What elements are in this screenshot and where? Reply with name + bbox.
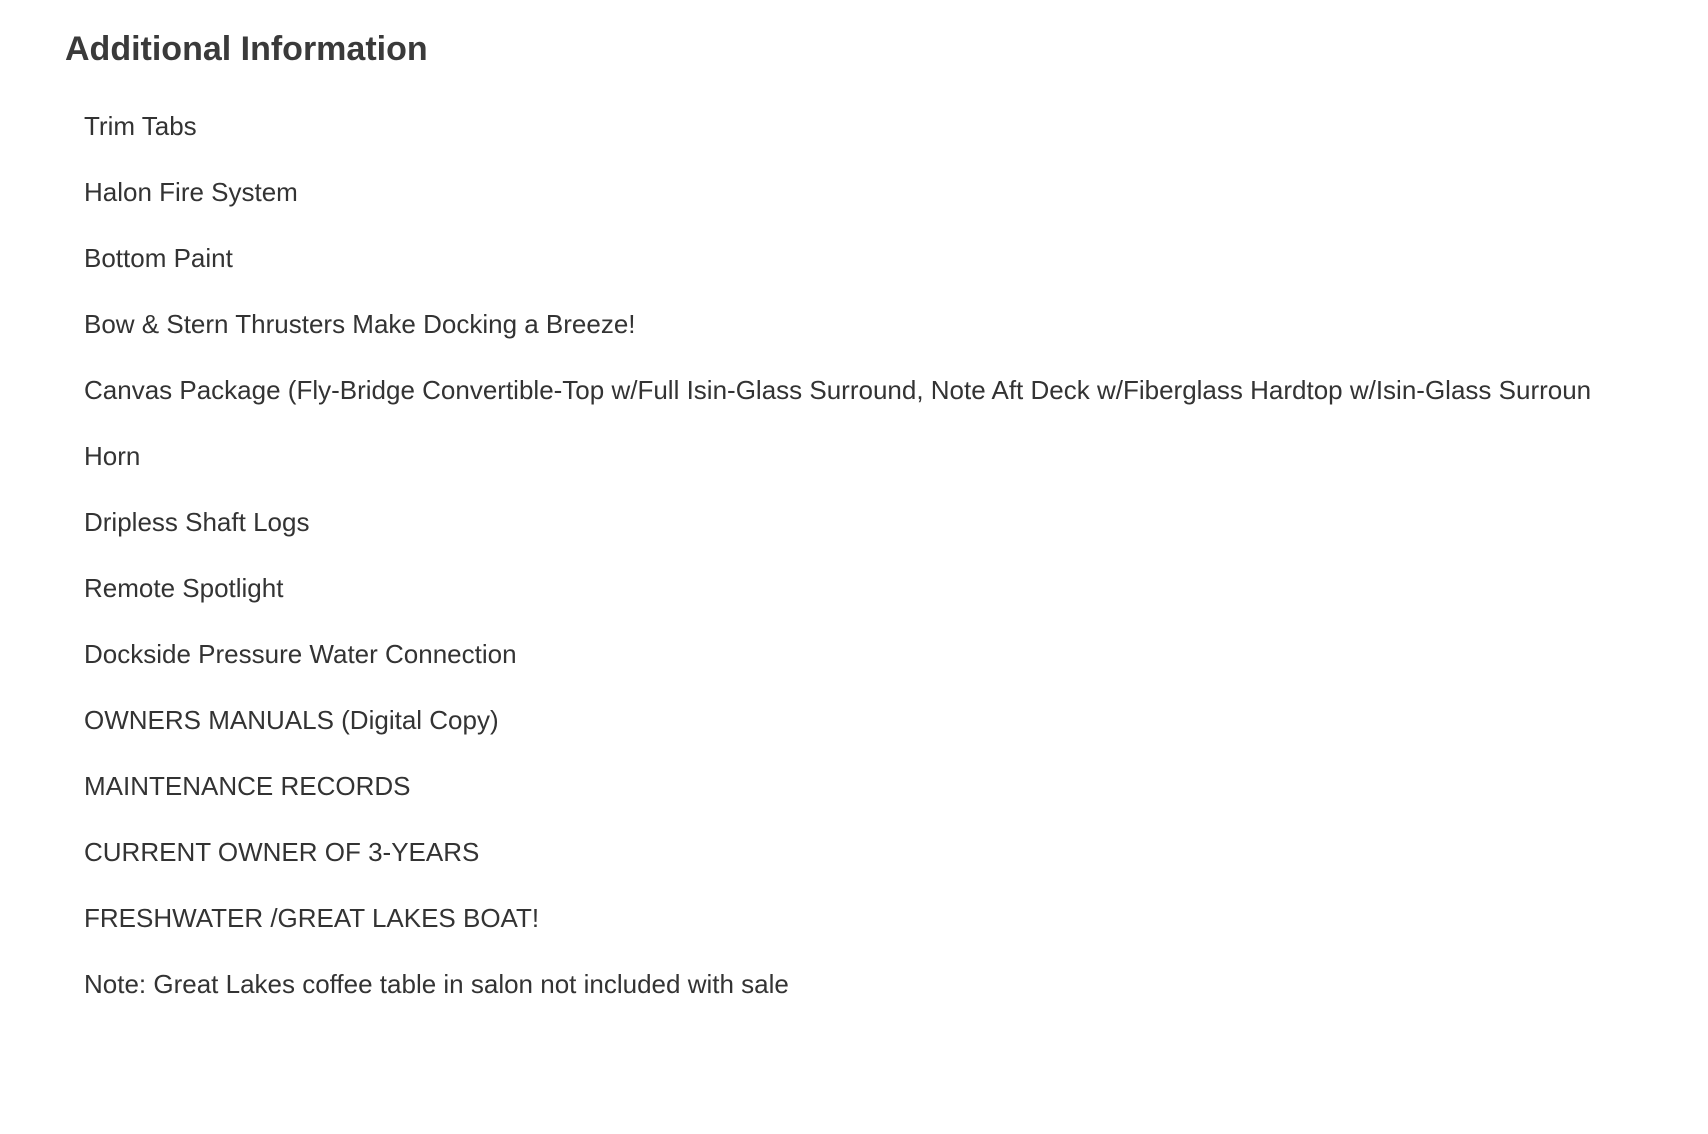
list-item: FRESHWATER /GREAT LAKES BOAT! <box>84 903 540 933</box>
list-item: Bottom Paint <box>84 243 233 273</box>
list-item: Note: Great Lakes coffee table in salon not included with sale <box>84 969 789 999</box>
additional-info-list <box>84 108 1591 1032</box>
section-title: Additional Information <box>65 30 428 68</box>
list-item: Dockside Pressure Water Connection <box>84 639 517 669</box>
list-item: Halon Fire System <box>84 177 298 207</box>
list-item: Remote Spotlight <box>84 573 284 603</box>
list-item: Bow & Stern Thrusters Make Docking a Breeze! <box>84 309 636 339</box>
list-item: CURRENT OWNER OF 3-YEARS <box>84 837 480 867</box>
list-item: Trim Tabs <box>84 111 197 141</box>
list-item: MAINTENANCE RECORDS <box>84 771 411 801</box>
list-item: Canvas Package (Fly-Bridge Convertible-Top w/Full Isin-Glass Surround, Note Aft Deck w/Fiberglass Hardtop w/Isin-Glass Surroun <box>84 375 1592 405</box>
list-item: Horn <box>84 441 141 471</box>
list-item: OWNERS MANUALS (Digital Copy) <box>84 705 499 735</box>
list-item: Dripless Shaft Logs <box>84 507 310 537</box>
